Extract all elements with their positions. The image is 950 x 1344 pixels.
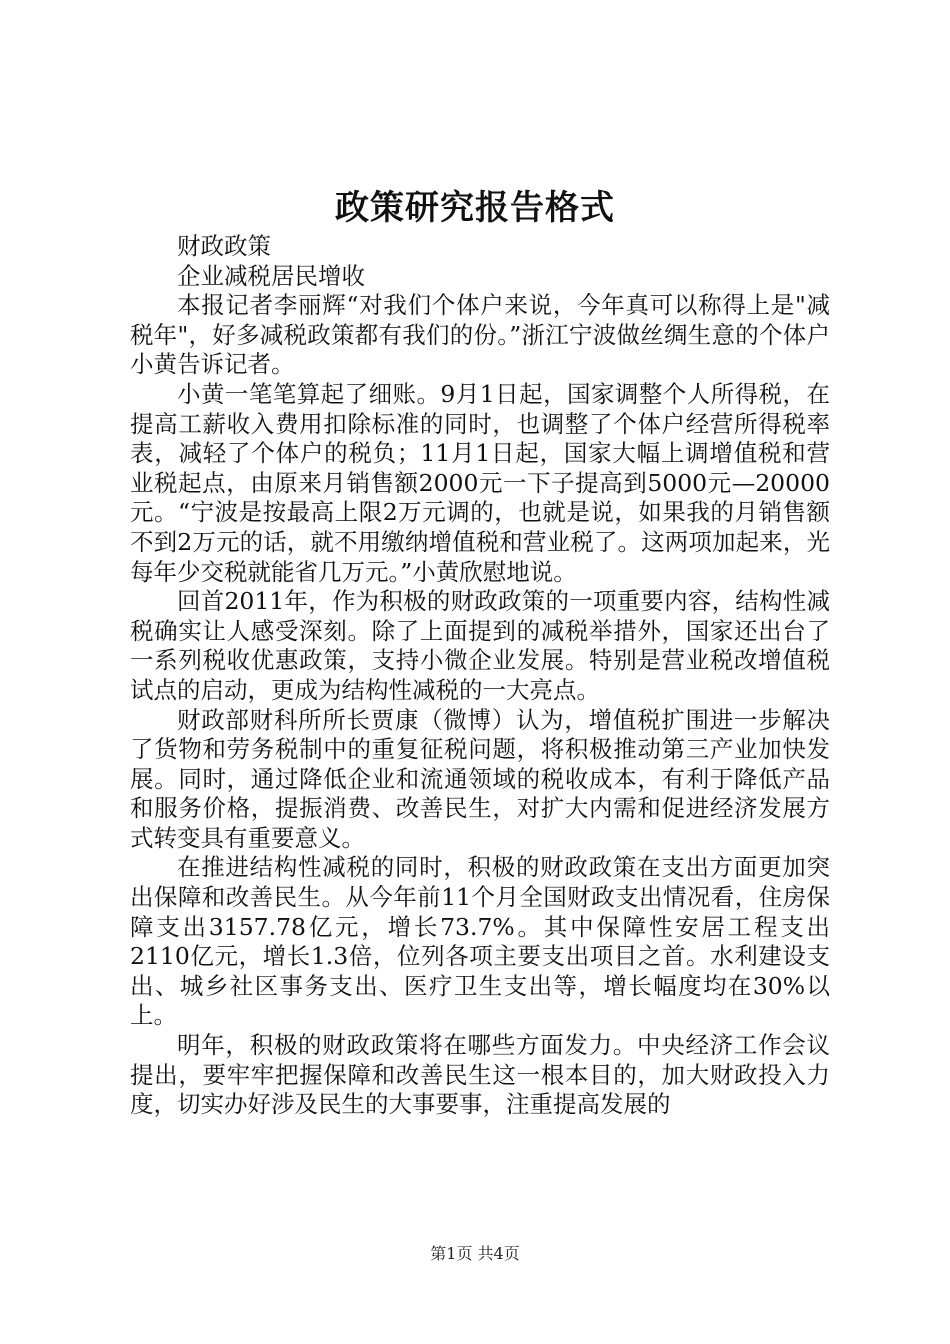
- body-paragraph: 在推进结构性减税的同时，积极的财政政策在支出方面更加突出保障和改善民生。从今年前11个月全国财政支出情况看，住房保障支出3157.78亿元，增长73.7%。其中保障性安居工程支出2110亿元，增长1.3倍，位列各项主要支出项目之首。水利建设支出、城乡社区事务支出、医疗卫生支出等，增长幅度均在30%以上。: [130, 853, 830, 1030]
- article-headline: 企业减税居民增收: [177, 261, 365, 290]
- body-paragraph: 回首2011年，作为积极的财政政策的一项重要内容，结构性减税确实让人感受深刻。除了上面提到的减税举措外，国家还出台了一系列税收优惠政策，支持小微企业发展。特别是营业税改增值税试点的启动，更成为结构性减税的一大亮点。: [130, 587, 830, 704]
- page-number-footer: 第1页 共4页: [430, 1244, 520, 1263]
- document-title: 政策研究报告格式: [335, 188, 615, 228]
- body-paragraph: 明年，积极的财政政策将在哪些方面发力。中央经济工作会议提出，要牢牢把握保障和改善民生这一根本目的，加大财政投入力度，切实办好涉及民生的大事要事，注重提高发展的: [130, 1031, 830, 1119]
- section-heading: 财政政策: [177, 232, 271, 260]
- body-paragraph: 本报记者李丽辉“对我们个体户来说，今年真可以称得上是"减税年"，好多减税政策都有我们的份。”浙江宁波做丝绸生意的个体户小黄告诉记者。: [130, 291, 830, 379]
- document-body: [130, 232, 830, 1120]
- body-paragraph: 小黄一笔笔算起了细账。9月1日起，国家调整个人所得税，在提高工薪收入费用扣除标准的同时，也调整了个体户经营所得税率表，减轻了个体户的税负；11月1日起，国家大幅上调增值税和营业税起点，由原来月销售额2000元一下子提高到5000元—20000元。“宁波是按最高上限2万元调的，也就是说，如果我的月销售额不到2万元的话，就不用缴纳增值税和营业税了。这两项加起来，光每年少交税就能省几万元。”小黄欣慰地说。: [130, 379, 830, 586]
- body-paragraph: 财政部财科所所长贾康（微博）认为，增值税扩围进一步解决了货物和劳务税制中的重复征税问题，将积极推动第三产业加快发展。同时，通过降低企业和流通领域的税收成本，有利于降低产品和服务价格，提振消费、改善民生，对扩大内需和促进经济发展方式转变具有重要意义。: [130, 705, 830, 852]
